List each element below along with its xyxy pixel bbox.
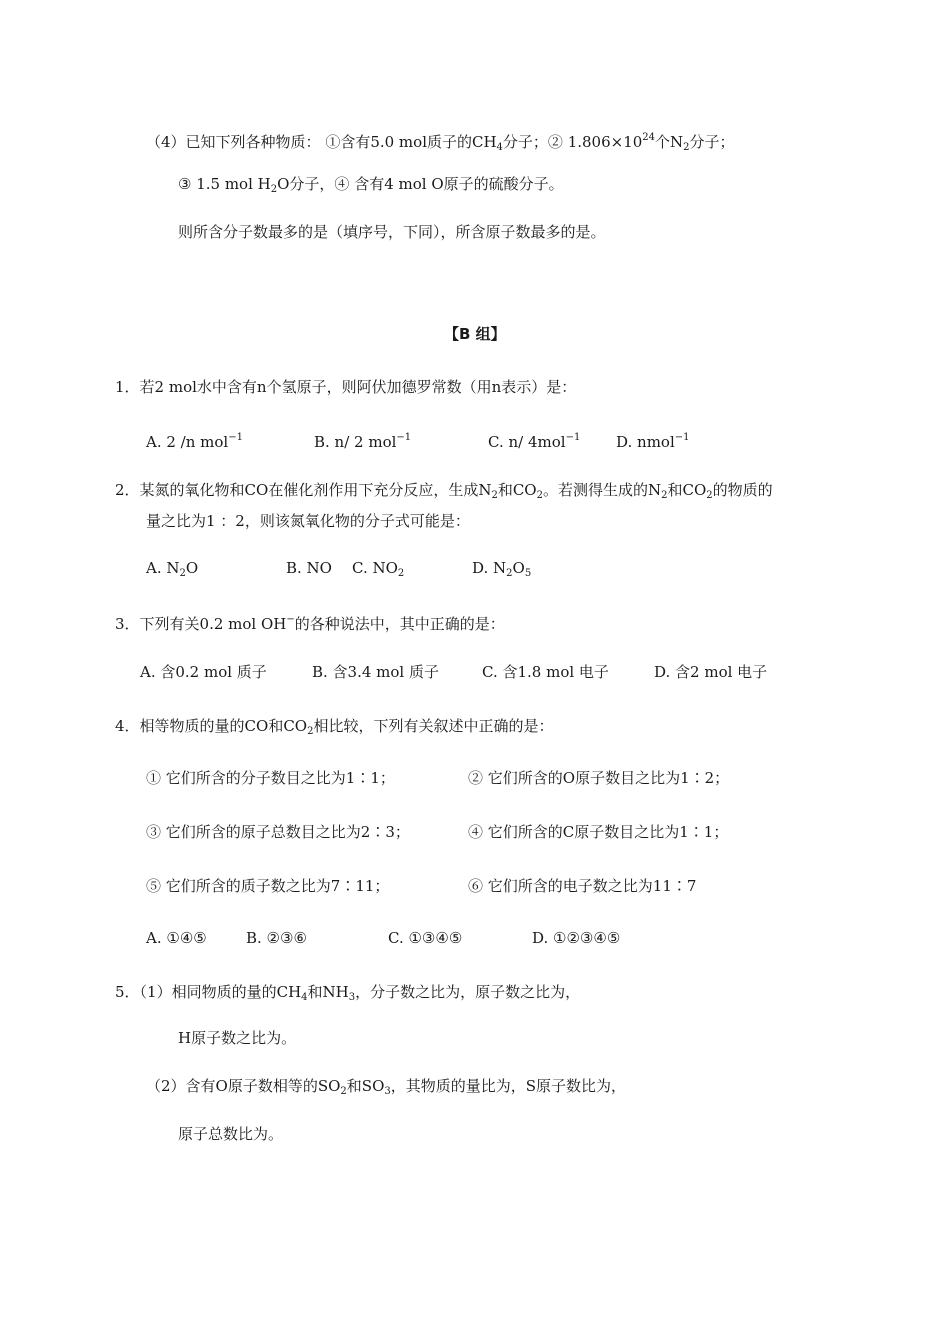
a-q4-text: （4）已知下列各种物质： ①含有5.0 mol质子的CH [146,133,497,151]
q4-statement-4: ④ 它们所含的C原子数目之比为1∶1； [468,823,729,841]
a-q4-line2 [178,174,564,200]
q2-text: 。若测得生成的N [542,481,662,499]
q4-text: 4．相等物质的量的CO和CO [115,717,308,735]
q5-text: 和NH [307,983,349,1001]
option-text: C. NO [352,559,398,577]
a-q4-text: 个N [655,133,684,151]
q3-option-b[interactable]: B. 含3.4 mol 质子 [312,663,440,681]
subscript: 2 [340,1086,347,1097]
option-text: D. nmol [616,433,675,451]
q5-part1-line1 [115,982,580,1008]
q2-options [146,558,531,584]
q4-statement-3: ③ 它们所含的原子总数目之比为2∶3； [146,823,410,841]
superscript: − [286,614,295,625]
q5-text: ，分子数之比为，原子数之比为， [355,983,581,1001]
q1-option-c[interactable] [488,428,616,452]
q2-option-d[interactable] [472,558,531,584]
q1-option-d[interactable] [616,428,690,452]
q5-number: 5． [115,983,140,1001]
q1-option-b[interactable] [314,428,488,452]
q5-text: （2）含有O原子数相等的SO [146,1077,341,1095]
q1-option-a[interactable] [146,428,314,452]
option-text: C. n/ 4mol [488,433,566,451]
q5-text: 和SO [346,1077,385,1095]
a-q4-text: 分子；② 1.806×10 [502,133,643,151]
q3-stem [115,610,505,634]
subscript: 2 [270,184,278,195]
q2-text: 和CO [497,481,537,499]
q2-stem-line1 [115,480,773,506]
q5-part2-line2: 原子总数比为。 [178,1125,284,1143]
subscript: 2 [491,490,498,501]
q2-option-c[interactable] [352,558,472,584]
q4-option-c[interactable]: C. ①③④⑤ [388,929,463,947]
q4-statement-2: ② 它们所含的O原子数目之比为1∶2； [468,769,730,787]
q4-statement-6: ⑥ 它们所含的电子数之比为11∶7 [468,877,697,895]
q2-option-a[interactable] [146,558,286,584]
subscript: 2 [683,142,690,153]
subscript: 2 [536,490,543,501]
q4-option-d[interactable]: D. ①②③④⑤ [532,929,621,947]
q4-text: 相比较，下列有关叙述中正确的是： [313,717,554,735]
option-text: O [512,559,525,577]
q4-stem [115,716,553,742]
q3-option-c[interactable]: C. 含1.8 mol 电子 [482,663,609,681]
superscript: −1 [396,432,412,443]
q3-option-a[interactable]: A. 含0.2 mol 质子 [140,663,267,681]
option-text: A. 2 /n mol [146,433,229,451]
a-q4-line1 [146,128,735,158]
subscript: 2 [179,568,186,579]
option-text: B. NO [286,559,332,577]
option-text: O [185,559,199,577]
q5-text: （1）相同物质的量的CH [139,983,302,1001]
q1-options [146,428,690,452]
option-text: A. N [146,559,180,577]
q3-text: 的各种说法中，其中正确的是： [294,615,505,633]
a-q4-text: O分子，④ 含有4 mol O原子的硫酸分子。 [277,175,564,193]
subscript: 3 [384,1086,391,1097]
superscript: −1 [674,432,690,443]
superscript: −1 [565,432,581,443]
q3-text: 3．下列有关0.2 mol OH [115,615,287,633]
subscript: 2 [397,568,405,579]
q2-text: 和CO [667,481,707,499]
q4-option-a[interactable]: A. ①④⑤ [146,929,207,947]
subscript: 2 [706,490,713,501]
subscript: 2 [661,490,668,501]
q3-option-d[interactable]: D. 含2 mol 电子 [654,663,768,681]
q4-option-b[interactable]: B. ②③⑥ [246,929,307,947]
subscript: 2 [307,726,314,737]
q4-options [146,928,620,948]
q2-text: 2．某氮的氧化物和CO在催化剂作用下充分反应，生成N [115,481,492,499]
q1-stem: 1．若2 mol水中含有n个氢原子，则阿伏加德罗常数（用n表示）是： [115,378,577,396]
subscript: 3 [348,992,356,1003]
q2-text: 的物质的 [712,481,773,499]
option-text: B. n/ 2 mol [314,433,397,451]
a-q4-text: 分子； [689,133,735,151]
subscript: 5 [524,568,532,579]
option-text: D. N [472,559,507,577]
q5-text: ，其物质的量比为，S原子数比为， [390,1077,627,1095]
subscript: 2 [506,568,513,579]
group-b-title: 【B 组】 [444,325,506,343]
superscript: 24 [642,132,656,143]
q5-part2-line1 [146,1076,626,1102]
subscript: 4 [301,992,308,1003]
superscript: −1 [228,432,243,443]
q3-options [140,662,767,682]
q2-option-b[interactable] [286,558,352,578]
q4-statement-5: ⑤ 它们所含的质子数之比为7∶11； [146,877,390,895]
a-q4-text: ③ 1.5 mol H [178,175,271,193]
q5-part1-line2: H原子数之比为。 [178,1029,297,1047]
a-q4-line3: 则所含分子数最多的是（填序号，下同），所含原子数最多的是。 [178,223,606,241]
q2-stem-line2: 量之比为1 ：2，则该氮氧化物的分子式可能是： [146,512,470,530]
subscript: 4 [496,142,503,153]
q4-statement-1: ① 它们所含的分子数目之比为1∶1； [146,769,395,787]
